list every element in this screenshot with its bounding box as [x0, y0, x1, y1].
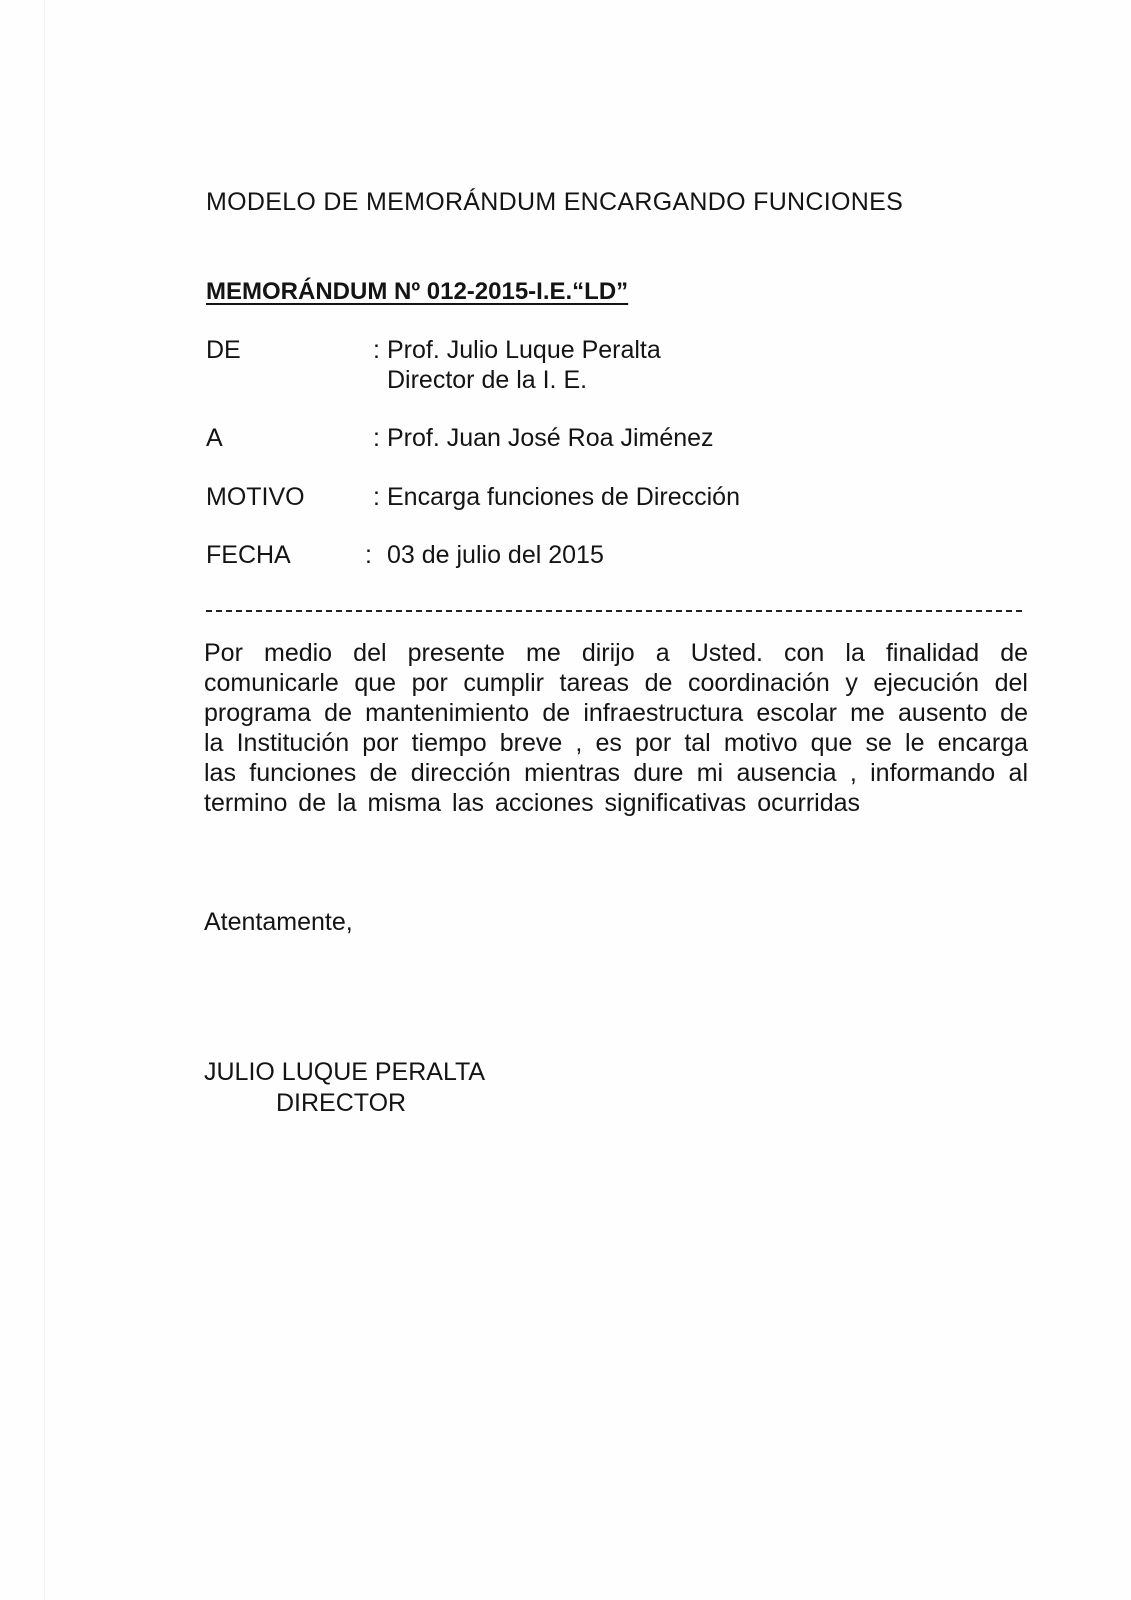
- signature-role: DIRECTOR: [276, 1089, 407, 1117]
- field-value-motivo: Encarga funciones de Dirección: [387, 483, 740, 511]
- field-value-de-line2: Director de la I. E.: [387, 366, 588, 394]
- field-colon-fecha: :: [365, 541, 372, 569]
- field-label-fecha: FECHA: [206, 541, 291, 569]
- field-value-fecha: 03 de julio del 2015: [387, 541, 604, 569]
- field-colon-a: :: [373, 424, 380, 452]
- scan-edge-line: [44, 0, 45, 1600]
- field-label-a: A: [206, 424, 223, 452]
- signature-name: JULIO LUQUE PERALTA: [204, 1058, 486, 1086]
- document-title: MODELO DE MEMORÁNDUM ENCARGANDO FUNCIONES: [206, 188, 904, 216]
- dashed-separator: [206, 610, 1022, 612]
- field-colon-motivo: :: [373, 483, 380, 511]
- closing-salutation: Atentamente,: [204, 908, 353, 936]
- field-value-de-line1: Prof. Julio Luque Peralta: [387, 336, 661, 364]
- memo-body-paragraph: Por medio del presente me dirijo a Usted. con la finalidad de comunicarle que por cumplir tareas de coordinación y ejecución del programa de mantenimiento de infraestructura escolar me ausento de la Institución por tiempo breve , es por tal motivo que se le encarga las funciones de dirección mientras dure mi ausencia , informando al termino de la misma las acciones significativas ocurridas: [204, 639, 1028, 817]
- field-colon-de: :: [373, 336, 380, 364]
- field-label-motivo: MOTIVO: [206, 483, 305, 511]
- field-value-a: Prof. Juan José Roa Jiménez: [387, 424, 714, 452]
- field-label-de: DE: [206, 336, 241, 364]
- memo-number-heading: MEMORÁNDUM Nº 012-2015-I.E.“LD”: [206, 278, 629, 305]
